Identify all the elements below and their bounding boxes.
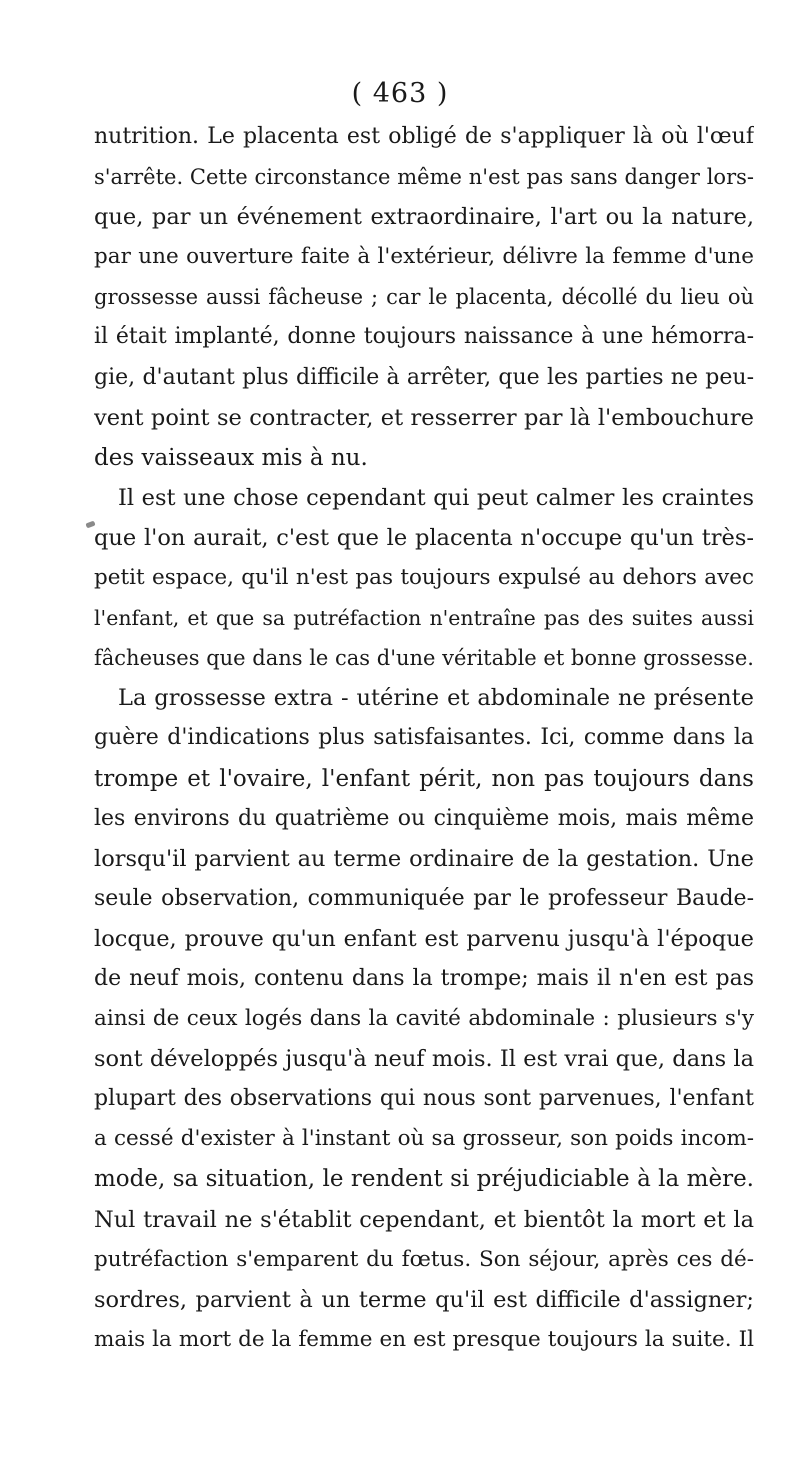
text-line: lorsqu'il parvient au terme ordinaire de la gestation. Une (94, 845, 754, 872)
text-line: a cessé d'exister à l'instant où sa grosseur, son poids incom- (94, 1126, 754, 1152)
text-line: des vaisseaux mis à nu. (94, 444, 368, 471)
text-line: gie, d'autant plus difficile à arrêter, que les parties ne peu- (94, 364, 754, 390)
text-line: par une ouverture faite à l'extérieur, délivre la femme d'une (94, 244, 754, 270)
text-line: Nul travail ne s'établit cependant, et bientôt la mort et la (94, 1206, 754, 1233)
text-line: s'arrête. Cette circonstance même n'est pas sans danger lors- (94, 165, 754, 190)
text-line: il était implanté, donne toujours naissance à une hémorra- (94, 324, 754, 350)
text-line: Il est une chose cependant qui peut calmer les craintes (118, 484, 754, 511)
text-line: trompe et l'ovaire, l'enfant périt, non pas toujours dans (94, 765, 754, 792)
text-line: que, par un événement extraordinaire, l'art ou la nature, (94, 204, 754, 231)
text-line: mais la mort de la femme en est presque toujours la suite. Il (94, 1326, 754, 1352)
text-line: ainsi de ceux logés dans la cavité abdominale : plusieurs s'y (94, 1006, 754, 1032)
text-line: nutrition. Le placenta est obligé de s'appliquer là où l'œuf (94, 124, 754, 149)
text-line: de neuf mois, contenu dans la trompe; mais il n'en est pas (94, 965, 754, 991)
text-line: grossesse aussi fâcheuse ; car le placenta, décollé du lieu où (94, 285, 754, 310)
text-line: sordres, parvient à un terme qu'il est difficile d'assigner; (94, 1286, 754, 1313)
text-line: plupart des observations qui nous sont parvenues, l'enfant (94, 1086, 754, 1112)
text-line: La grossesse extra - utérine et abdominale ne présente (118, 685, 754, 712)
text-line: l'enfant, et que sa putréfaction n'entraîne pas des suites aussi (94, 606, 754, 631)
page-number: ( 463 ) (351, 78, 449, 109)
text-line: que l'on aurait, c'est que le placenta n'occupe qu'un très- (94, 524, 754, 551)
text-line: guère d'indications plus satisfaisantes. Ici, comme dans la (94, 725, 754, 751)
text-line: putréfaction s'emparent du fœtus. Son séjour, après ces dé- (94, 1246, 754, 1272)
text-line: vent point se contracter, et resserrer par là l'embouchure (94, 404, 754, 431)
text-line: les environs du quatrième ou cinquième mois, mais même (94, 805, 754, 831)
text-line: petit espace, qu'il n'est pas toujours expulsé au dehors avec (94, 565, 754, 591)
text-line: locque, prouve qu'un enfant est parvenu jusqu'à l'époque (94, 925, 754, 952)
text-line: sont développés jusqu'à neuf mois. Il est vrai que, dans la (94, 1046, 754, 1073)
text-line: seule observation, communiquée par le professeur Baude- (94, 885, 754, 911)
text-line: fâcheuses que dans le cas d'une véritable et bonne grossesse. (94, 646, 754, 671)
body-text (94, 117, 754, 1360)
text-line: mode, sa situation, le rendent si préjudiciable à la mère. (94, 1166, 754, 1193)
